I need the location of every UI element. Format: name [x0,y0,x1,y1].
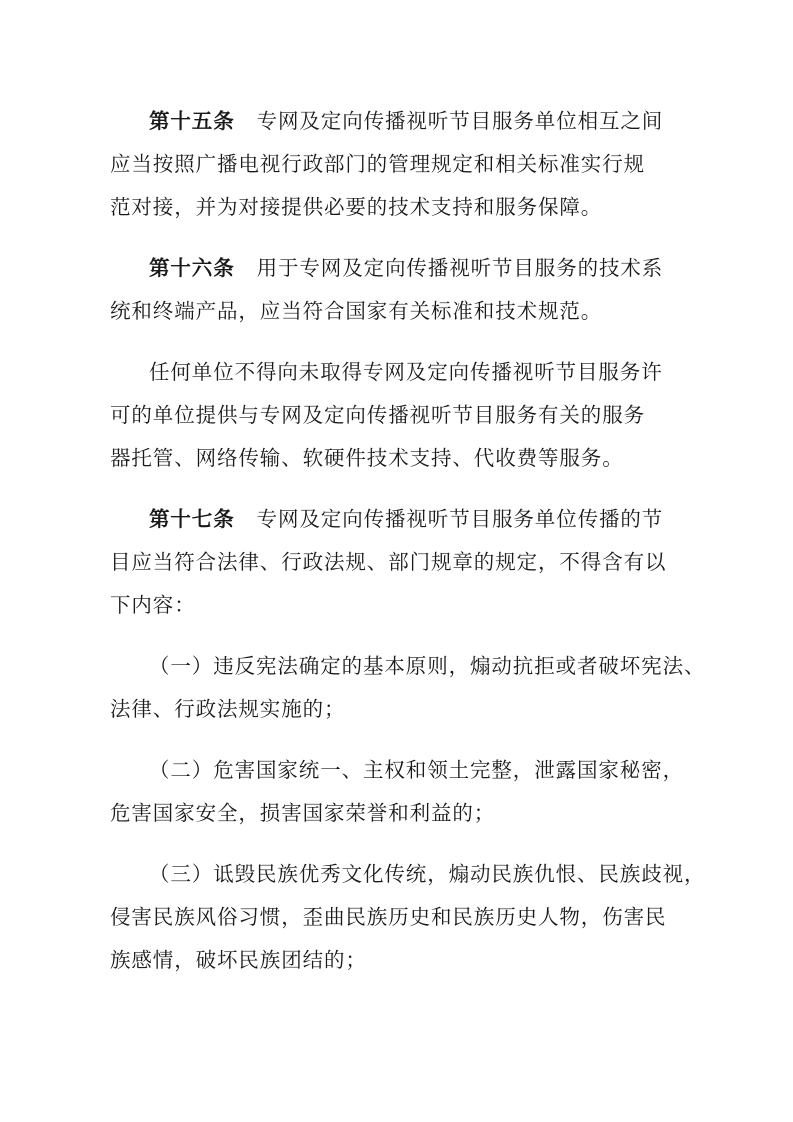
paragraph-line: （二）危害国家统一、主权和领土完整，泄露国家秘密， [149,758,684,782]
paragraph-line: （三）诋毁民族优秀文化传统，煽动民族仇恨、民族歧视， [149,862,706,886]
article-number: 第十五条 [149,109,235,133]
line-text: 专网及定向传播视听节目服务单位传播的节 [256,507,664,531]
paragraph-line: 器托管、网络传输、软硬件技术支持、代收费等服务。 [110,446,624,470]
paragraph-line [110,247,683,290]
line-text: 专网及定向传播视听节目服务单位相互之间 [256,109,664,133]
paragraph-line: 族感情，破坏民族团结的； [110,948,367,972]
article-17 [110,498,683,627]
paragraph-line: （一）违反宪法确定的基本原则，煽动抗拒或者破坏宪法、 [149,654,706,678]
list-item-2 [110,749,683,835]
paragraph-line: 目应当符合法律、行政法规、部门规章的规定，不得含有以 [110,550,667,574]
article-16 [110,247,683,333]
paragraph-line: 可的单位提供与专网及定向传播视听节目服务有关的服务 [110,403,645,427]
paragraph-line: 范对接，并为对接提供必要的技术支持和服务保障。 [110,195,603,219]
list-item-1 [110,645,706,731]
article-15 [110,100,683,229]
list-item-3 [110,853,706,982]
paragraph-line: 下内容： [110,593,196,617]
paragraph-line: 危害国家安全，损害国家荣誉和利益的； [110,801,496,825]
paragraph-line [110,498,683,541]
paragraph-line: 法律、行政法规实施的； [110,697,346,721]
article-number: 第十六条 [149,256,235,280]
paragraph-line: 任何单位不得向未取得专网及定向传播视听节目服务许 [149,360,663,384]
article-16-clause [110,351,683,480]
paragraph-line: 侵害民族风俗习惯，歪曲民族历史和民族历史人物，伤害民 [110,905,667,929]
paragraph-line [110,100,683,143]
line-text: 用于专网及定向传播视听节目服务的技术系 [256,256,664,280]
paragraph-line: 应当按照广播电视行政部门的管理规定和相关标准实行规 [110,152,645,176]
article-number: 第十七条 [149,507,235,531]
paragraph-line: 统和终端产品，应当符合国家有关标准和技术规范。 [110,299,603,323]
